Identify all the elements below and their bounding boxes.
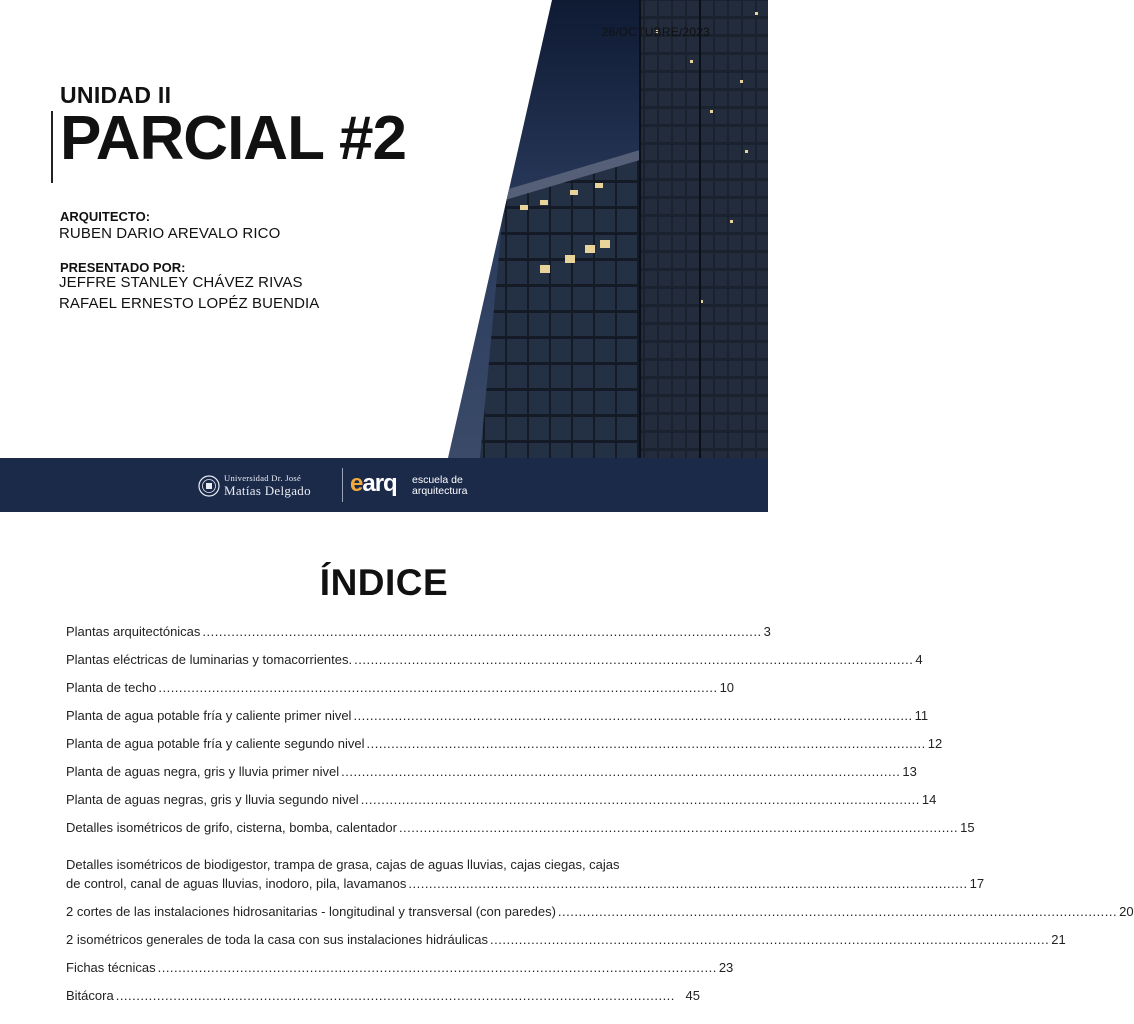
logo-divider	[342, 468, 343, 502]
architect-name: RUBEN DARIO AREVALO RICO	[59, 225, 281, 242]
university-seal-icon	[198, 475, 220, 497]
toc-entry: Detalles isométricos de biodigestor, trampa de grasa, cajas de aguas lluvias, cajas ciegas, cajas de control, canal de aguas lluvias, inodoro, pila, lavamanos ........................................................................................................................................ 17	[66, 857, 985, 891]
architect-label: ARQUITECTO:	[60, 209, 151, 224]
school-name-line2: arquitectura	[412, 485, 468, 497]
toc-entry: Planta de aguas negra, gris y lluvia primer nivel ........................................................................................................................................ 13	[66, 764, 917, 779]
presenter-name: RAFAEL ERNESTO LOPÉZ BUENDIA	[59, 295, 320, 312]
school-logo: earq	[350, 470, 397, 497]
school-name-line1: escuela de	[412, 474, 463, 486]
toc-entry: 2 isométricos generales de toda la casa con sus instalaciones hidráulicas ........................................................................................................................................ 21	[66, 932, 1066, 947]
toc-entry: Bitácora ........................................................................................................................................ 45	[66, 988, 700, 1003]
school-name	[412, 475, 467, 497]
toc-entry: Planta de agua potable fría y caliente segundo nivel ........................................................................................................................................ 12	[66, 736, 943, 751]
toc-entry: Planta de agua potable fría y caliente primer nivel ........................................................................................................................................ 11	[66, 708, 929, 723]
page-title: PARCIAL #2	[60, 104, 407, 173]
toc-entry: 2 cortes de las instalaciones hidrosanitarias - longitudinal y transversal (con paredes) ........................................................................................................................................ 20	[66, 904, 1134, 919]
toc-entry: Plantas arquitectónicas ........................................................................................................................................ 3	[66, 624, 771, 639]
university-name-line2: Matías Delgado	[224, 483, 311, 498]
toc-entry: Plantas eléctricas de luminarias y tomacorrientes. ........................................................................................................................................ 4	[66, 652, 923, 667]
index-title: ÍNDICE	[319, 562, 449, 603]
document-date: 26/OCTUBRE/2023	[601, 25, 710, 39]
title-accent-line	[51, 111, 53, 183]
toc-entry: Fichas técnicas ........................................................................................................................................ 23	[66, 960, 734, 975]
presenter-name: JEFFRE STANLEY CHÁVEZ RIVAS	[59, 274, 303, 291]
toc-entry: Planta de techo ........................................................................................................................................ 10	[66, 680, 735, 695]
university-logo	[198, 473, 336, 501]
cover-section	[0, 0, 768, 458]
table-of-contents	[66, 611, 1134, 1003]
presented-by-label: PRESENTADO POR:	[60, 260, 186, 275]
university-name-line1: Universidad Dr. José	[224, 473, 302, 483]
toc-entry: Planta de aguas negras, gris y lluvia segundo nivel ........................................................................................................................................ 14	[66, 792, 937, 807]
unit-label: UNIDAD II	[60, 82, 172, 108]
toc-entry: Detalles isométricos de grifo, cisterna, bomba, calentador ........................................................................................................................................ 15	[66, 820, 975, 835]
